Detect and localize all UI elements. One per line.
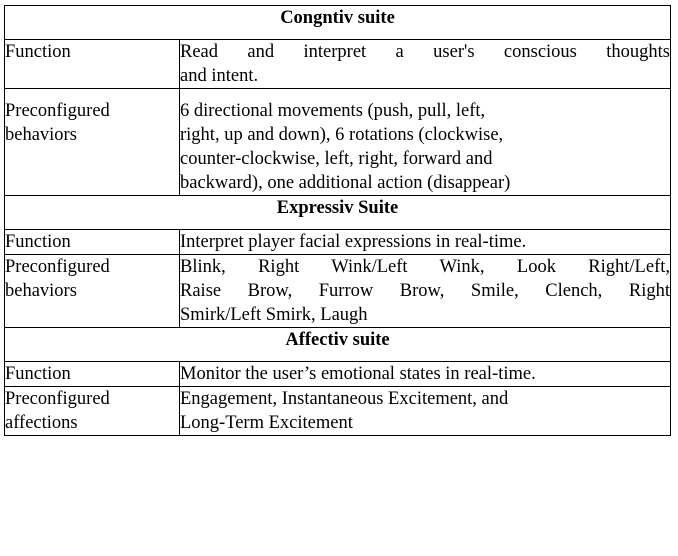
label-line: Function	[5, 232, 71, 252]
table-row	[5, 230, 671, 255]
row-value	[180, 230, 671, 255]
table-row	[5, 362, 671, 387]
label-line: affections	[5, 413, 78, 433]
row-label	[5, 362, 180, 387]
table-row	[5, 89, 671, 196]
value-line: Raise Brow, Furrow Brow, Smile, Clench, Right	[180, 281, 670, 301]
label-line: Preconfigured	[5, 101, 110, 121]
label-line: Preconfigured	[5, 257, 110, 277]
section-title-affectiv: Affectiv suite	[5, 328, 671, 362]
label-line: behaviors	[5, 281, 77, 301]
value-line: Read and interpret a user's conscious thoughts	[180, 42, 670, 62]
section-title-expressiv: Expressiv Suite	[5, 196, 671, 230]
row-label	[5, 40, 180, 89]
row-value	[180, 255, 671, 328]
row-label	[5, 387, 180, 436]
value-line: Long-Term Excitement	[180, 413, 353, 433]
value-line: right, up and down), 6 rotations (clockwise,	[180, 125, 504, 145]
table-row	[5, 255, 671, 328]
value-line: and intent.	[180, 66, 259, 86]
label-line: Function	[5, 42, 71, 62]
section-header-row	[5, 328, 671, 362]
table-row	[5, 387, 671, 436]
row-value	[180, 40, 671, 89]
value-line: Blink, Right Wink/Left Wink, Look Right/Left,	[180, 257, 670, 277]
section-title-congntiv: Congntiv suite	[5, 6, 671, 40]
row-value	[180, 89, 671, 196]
row-value	[180, 387, 671, 436]
row-label	[5, 89, 180, 196]
value-line: counter-clockwise, left, right, forward and	[180, 149, 493, 169]
value-line: 6 directional movements (push, pull, left,	[180, 101, 486, 121]
row-label	[5, 255, 180, 328]
value-line: Monitor the user’s emotional states in real-time.	[180, 364, 536, 384]
row-label	[5, 230, 180, 255]
value-line: Smirk/Left Smirk, Laugh	[180, 305, 368, 325]
section-header-row	[5, 6, 671, 40]
row-value	[180, 362, 671, 387]
table-row	[5, 40, 671, 89]
section-header-row	[5, 196, 671, 230]
value-line: Interpret player facial expressions in real-time.	[180, 232, 527, 252]
value-line: Engagement, Instantaneous Excitement, and	[180, 389, 509, 409]
label-line: Function	[5, 364, 71, 384]
label-line: Preconfigured	[5, 389, 110, 409]
label-line: behaviors	[5, 125, 77, 145]
suite-spec-table	[4, 5, 671, 436]
value-line: backward), one additional action (disappear)	[180, 173, 511, 193]
